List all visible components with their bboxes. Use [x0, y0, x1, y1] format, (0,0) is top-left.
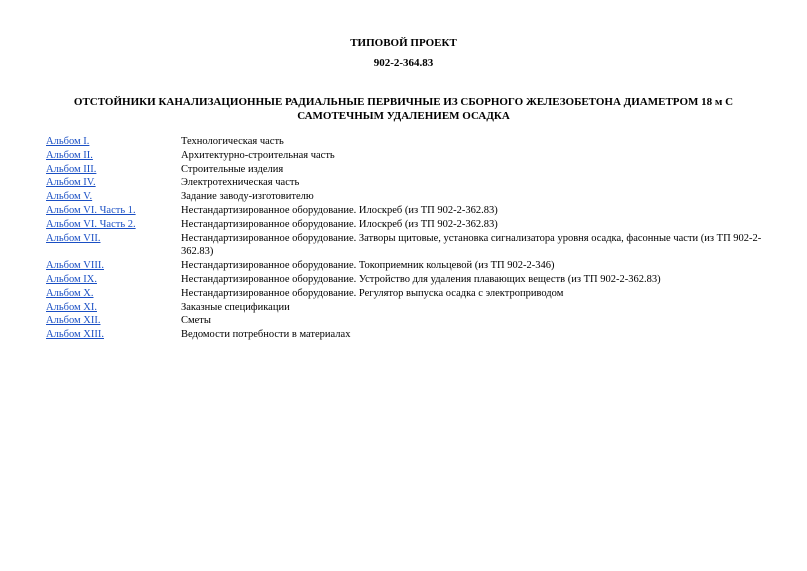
album-description: Нестандартизированное оборудование. Затворы щитовые, установка сигнализатора уровня осадка, фасонные части (из ТП 902-2-362.83)	[181, 232, 762, 258]
album-link[interactable]: Альбом VIII.	[46, 260, 104, 272]
album-row	[46, 232, 776, 260]
album-row	[46, 301, 776, 315]
album-description: Нестандартизированное оборудование. Устройство для удаления плавающих веществ (из ТП 902-2-362.83)	[181, 273, 661, 285]
album-link[interactable]: Альбом IV.	[46, 177, 96, 189]
album-link[interactable]: Альбом X.	[46, 287, 94, 299]
album-row	[46, 190, 776, 204]
album-description: Архитектурно-строительная часть	[181, 149, 335, 161]
album-description: Сметы	[181, 315, 211, 327]
project-subtitle: ОТСТОЙНИКИ КАНАЛИЗАЦИОННЫЕ РАДИАЛЬНЫЕ ПЕРВИЧНЫЕ ИЗ СБОРНОГО ЖЕЛЕЗОБЕТОНА ДИАМЕТРОМ 18 м С САМОТЕЧНЫМ УДАЛЕНИЕМ ОСАДКА	[73, 96, 734, 122]
album-link[interactable]: Альбом VII.	[46, 232, 101, 244]
album-row	[46, 273, 776, 287]
album-description: Нестандартизированное оборудование. Илоскреб (из ТП 902-2-362.83)	[181, 204, 498, 216]
album-description: Строительные изделия	[181, 163, 284, 175]
album-link[interactable]: Альбом III.	[46, 163, 97, 175]
album-row	[46, 314, 776, 328]
album-row	[46, 287, 776, 301]
project-type-title: ТИПОВОЙ ПРОЕКТ	[350, 37, 457, 49]
album-description: Технологическая часть	[181, 136, 284, 147]
album-list	[46, 135, 776, 342]
album-link[interactable]: Альбом I.	[46, 136, 90, 147]
album-row	[46, 328, 776, 342]
album-row	[46, 149, 776, 163]
album-row	[46, 259, 776, 273]
album-row	[46, 204, 776, 218]
album-row	[46, 176, 776, 190]
album-description: Нестандартизированное оборудование. Регулятор выпуска осадка с электроприводом	[181, 287, 564, 299]
album-row	[46, 218, 776, 232]
album-link[interactable]: Альбом XI.	[46, 301, 97, 313]
album-link[interactable]: Альбом V.	[46, 191, 93, 203]
album-link[interactable]: Альбом II.	[46, 149, 93, 161]
project-code: 902-2-364.83	[373, 57, 434, 69]
album-link[interactable]: Альбом XII.	[46, 315, 101, 327]
album-description: Электротехническая часть	[181, 177, 300, 189]
album-link[interactable]: Альбом VI. Часть 2.	[46, 218, 136, 230]
album-link[interactable]: Альбом VI. Часть 1.	[46, 204, 136, 216]
album-description: Заказные спецификации	[181, 301, 290, 313]
album-description: Нестандартизированное оборудование. Токоприемник кольцевой (из ТП 902-2-346)	[181, 260, 555, 272]
album-description: Задание заводу-изготовителю	[181, 191, 314, 203]
album-link[interactable]: Альбом XIII.	[46, 329, 104, 341]
album-description: Ведомости потребности в материалах	[181, 329, 351, 341]
album-row	[46, 135, 776, 149]
album-description: Нестандартизированное оборудование. Илоскреб (из ТП 902-2-362.83)	[181, 218, 498, 230]
album-row	[46, 163, 776, 177]
album-link[interactable]: Альбом IX.	[46, 273, 97, 285]
